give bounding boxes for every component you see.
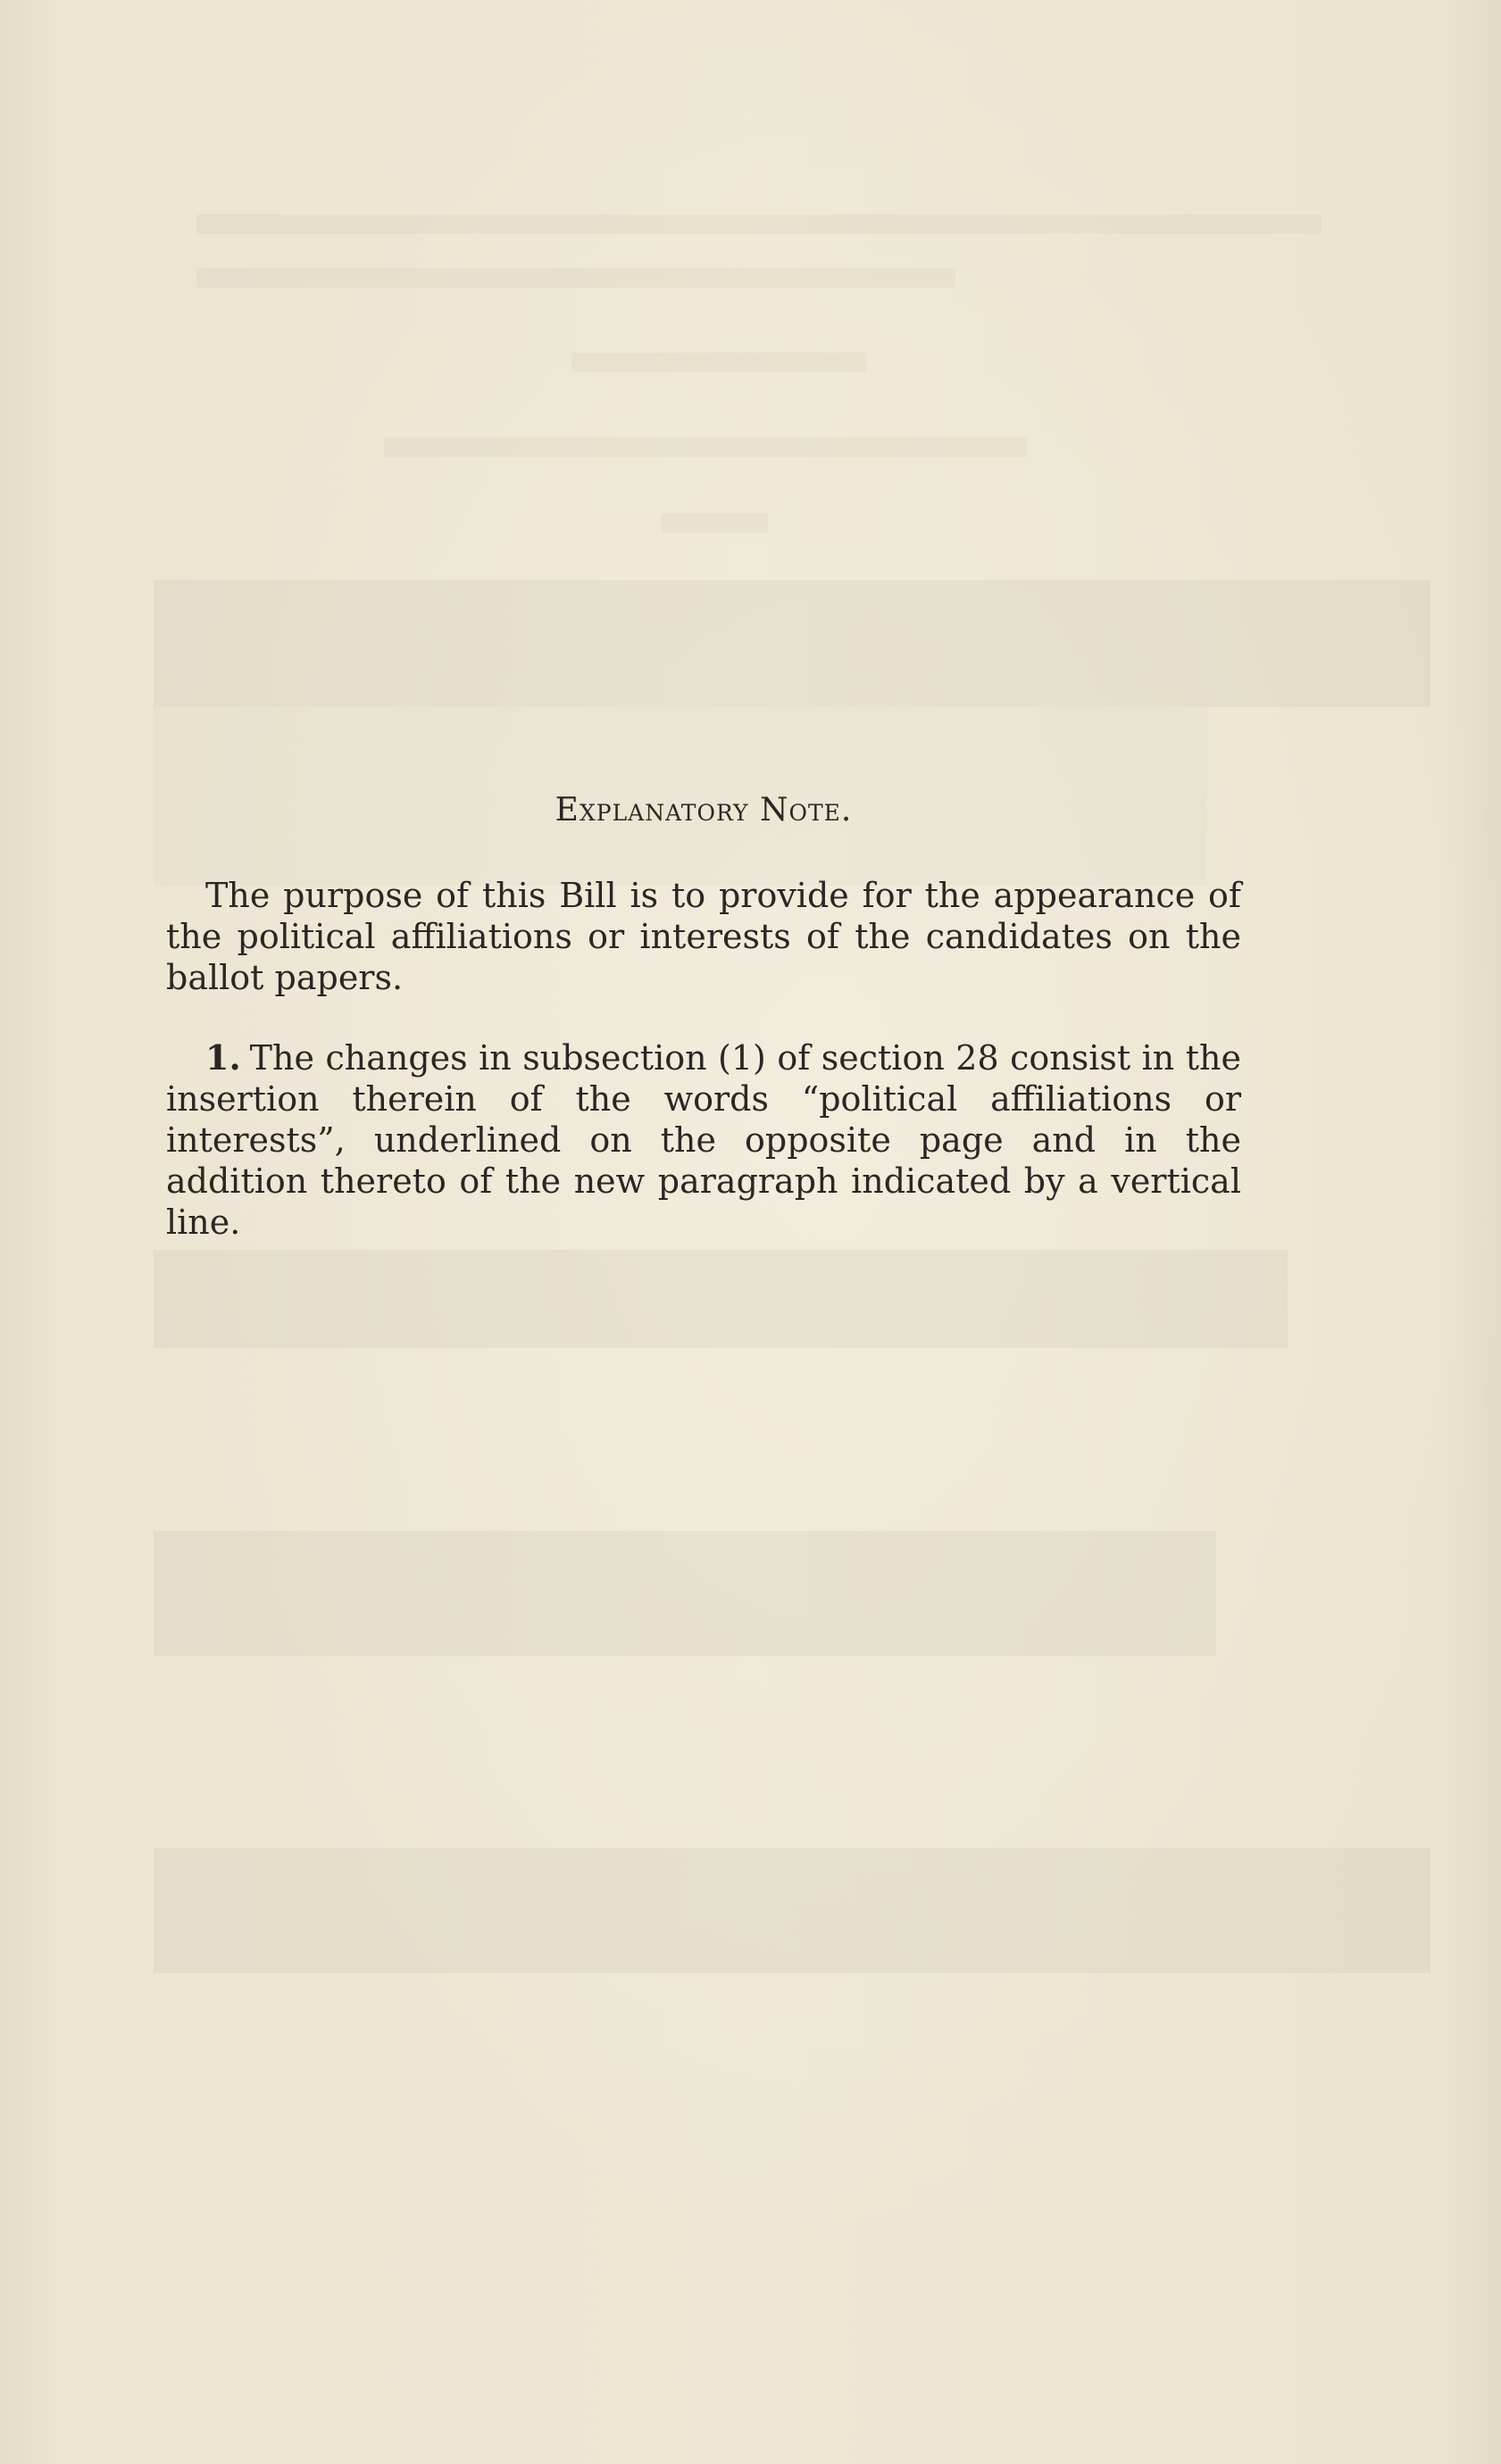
show-through-band	[154, 1848, 1430, 1973]
explanatory-note	[166, 792, 1241, 1243]
note-title: Explanatory Note.	[555, 792, 853, 828]
show-through-line	[196, 214, 1322, 234]
show-through-line	[384, 437, 1027, 457]
show-through-band	[154, 580, 1430, 707]
show-through-line	[196, 268, 955, 287]
purpose-paragraph: The purpose of this Bill is to provide for the appearance of the political affiliations or interests of the candidates on the ballot papers.	[166, 876, 1241, 997]
show-through-band	[154, 1250, 1288, 1348]
clause-text: The changes in subsection (1) of section 28 consist in the insertion therein of the words “political affiliations or interests”, underlined on the opposite page and in the addition thereto of the new paragraph indicated by a vertical line.	[166, 1038, 1241, 1242]
clause-number: 1.	[205, 1037, 241, 1078]
show-through-line	[571, 353, 866, 372]
show-through-band	[154, 1531, 1216, 1656]
clause-paragraph	[166, 1037, 1241, 1243]
show-through-line	[661, 513, 768, 533]
